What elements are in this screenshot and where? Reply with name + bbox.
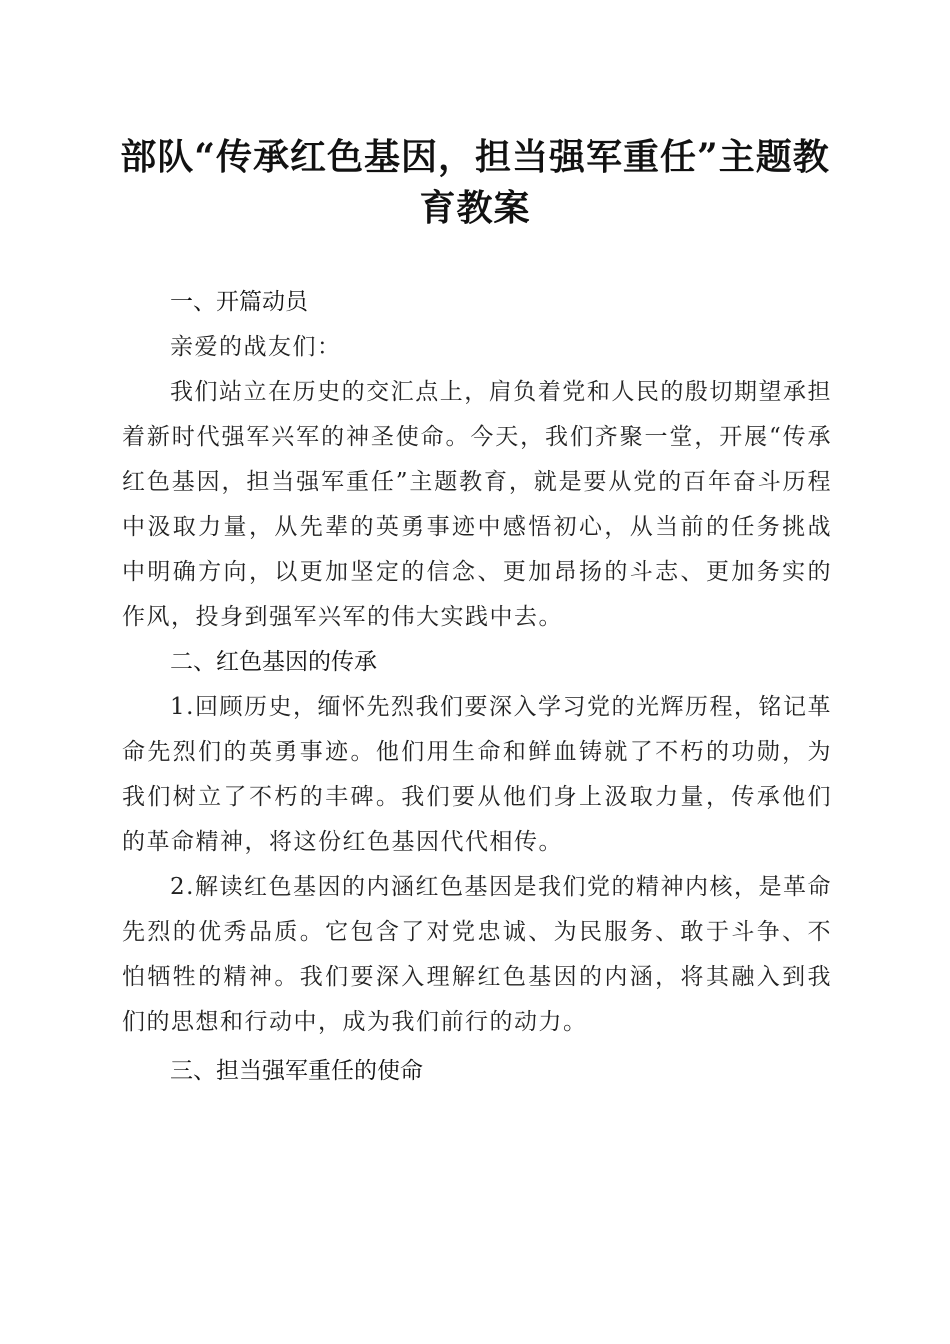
document-title: 部队“传承红色基因，担当强军重任”主题教育教案 [120,136,830,229]
red-gene-item-1: 1.回顾历史，缅怀先烈我们要深入学习党的光辉历程，铭记革命先烈们的英勇事迹。他们用生命和鲜血铸就了不朽的功勋，为我们树立了不朽的丰碑。我们要从他们身上汲取力量，传承他们的革命精神，将这份红色基因代代相传。 [122,694,832,855]
greeting-paragraph: 亲爱的战友们： [170,334,342,360]
section-heading-red-gene: 二、红色基因的传承 [170,649,377,675]
document-body [122,280,832,1094]
section-heading-opening: 一、开篇动员 [170,289,308,315]
opening-paragraph: 我们站立在历史的交汇点上，肩负着党和人民的殷切期望承担着新时代强军兴军的神圣使命。今天，我们齐聚一堂，开展“传承红色基因，担当强军重任”主题教育，就是要从党的百年奋斗历程中汲取力量，从先辈的英勇事迹中感悟初心，从当前的任务挑战中明确方向，以更加坚定的信念、更加昂扬的斗志、更加务实的作风，投身到强军兴军的伟大实践中去。 [122,379,832,630]
section-heading-mission: 三、担当强军重任的使命 [170,1058,423,1084]
red-gene-item-2: 2.解读红色基因的内涵红色基因是我们党的精神内核，是革命先烈的优秀品质。它包含了对党忠诚、为民服务、敢于斗争、不怕牺牲的精神。我们要深入理解红色基因的内涵，将其融入到我们的思想和行动中，成为我们前行的动力。 [122,874,832,1035]
